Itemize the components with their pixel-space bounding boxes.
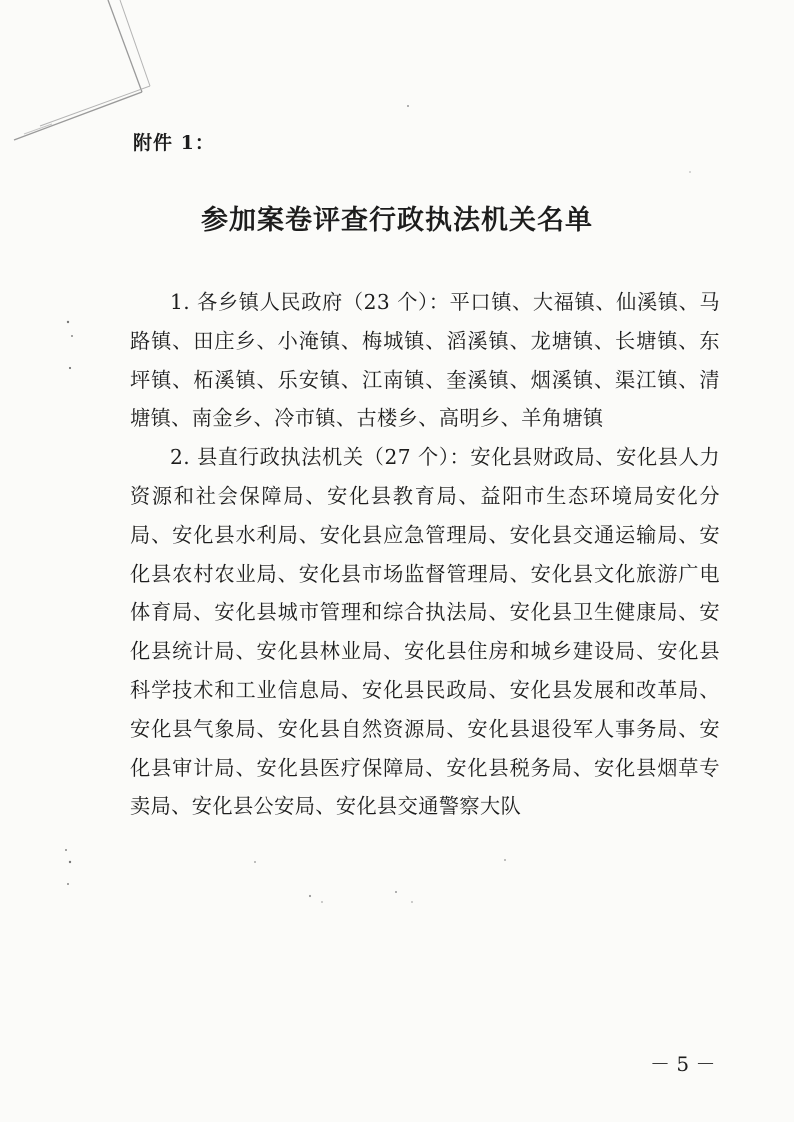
annex-label: 附件 1： [133, 132, 215, 154]
document-title: 参加案卷评查行政执法机关名单 [201, 205, 593, 236]
section-content: 平口镇、大福镇、仙溪镇、马路镇、田庄乡、小淹镇、梅城镇、滔溪镇、龙塘镇、长塘镇、东坪镇、柘溪镇、乐安镇、江南镇、奎溪镇、烟溪镇、渠江镇、清塘镇、南金乡、冷市镇、古楼乡、高明乡、羊角塘镇 [130, 290, 721, 431]
section-content: 安化县财政局、安化县人力资源和社会保障局、安化县教育局、益阳市生态环境局安化分局、安化县水利局、安化县应急管理局、安化县交通运输局、安化县农村农业局、安化县市场监督管理局、安化县文化旅游广电体育局、安化县城市管理和综合执法局、安化县卫生健康局、安化县统计局、安化县林业局、安化县住房和城乡建设局、安化县科学技术和工业信息局、安化县民政局、安化县发展和改革局、安化县气象局、安化县自然资源局、安化县退役军人事务局、安化县审计局、安化县医疗保障局、安化县税务局、安化县烟草专卖局、安化县公安局、安化县交通警察大队 [130, 445, 720, 819]
section-heading: 1. 各乡镇人民政府（23 个）： [170, 290, 450, 314]
page-number: － 5 － [650, 1052, 716, 1076]
section-heading: 2. 县直行政执法机关（27 个）： [170, 445, 471, 470]
